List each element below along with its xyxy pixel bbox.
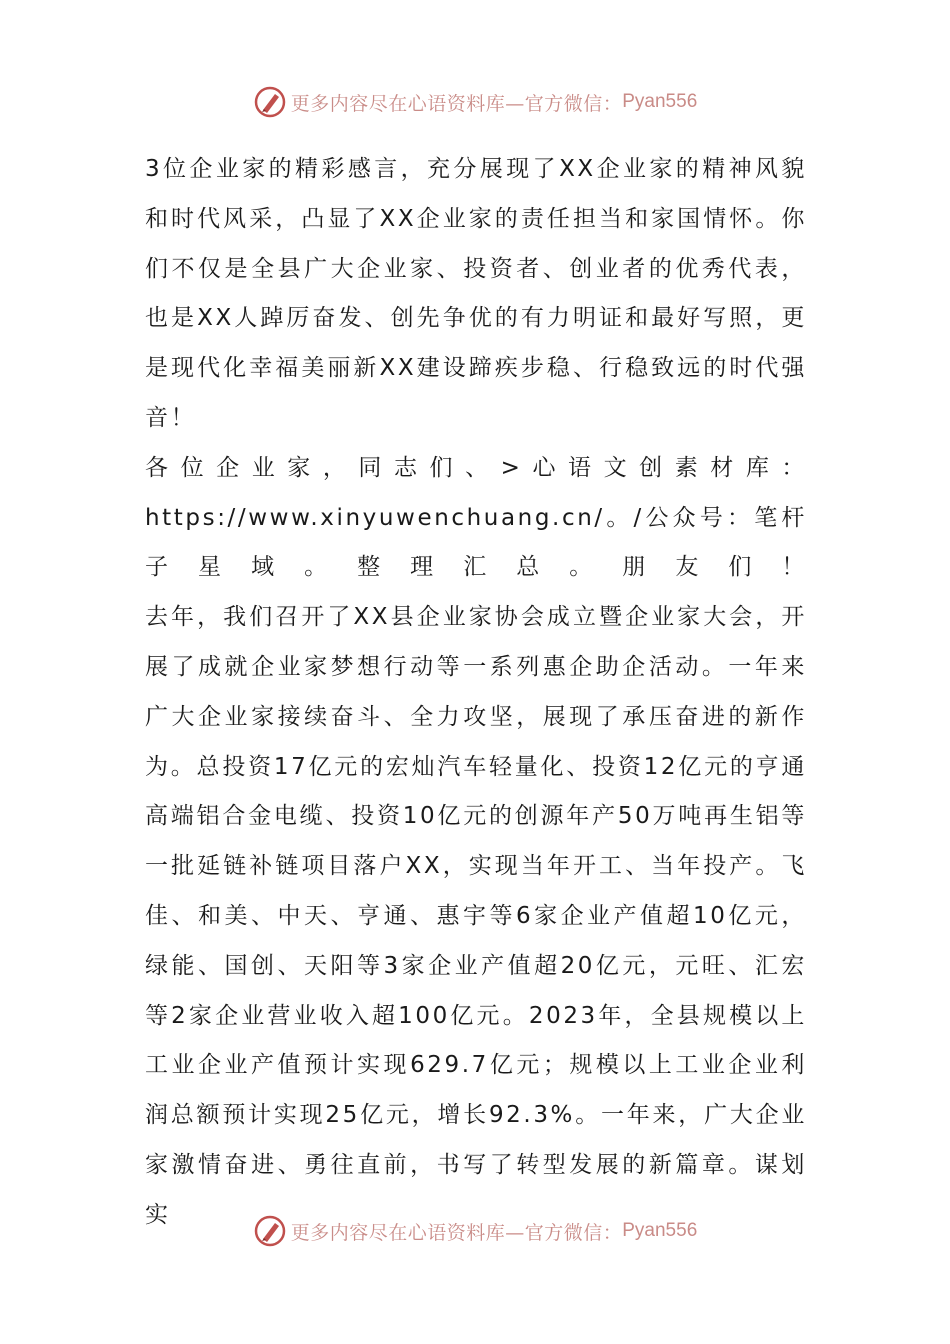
paragraph: 3位企业家的精彩感言，充分展现了XX企业家的精神风貌和时代风采，凸显了XX企业家的责任担当和家国情怀。你们不仅是全县广大企业家、投资者、创业者的优秀代表，也是XX人踔厉奋发、创先争优的有力明证和最好写照，更是现代化幸福美丽新XX建设蹄疾步稳、行稳致远的时代强音！	[145, 156, 807, 431]
banner-text: 更多内容尽在心语资料库—官方微信：	[290, 92, 623, 115]
pen-logo-icon	[253, 85, 287, 119]
banner-wechat-id: Pyan556	[622, 1220, 698, 1241]
footer-watermark-banner	[0, 1211, 950, 1251]
paragraph: 各位企业家，同志们、>心语文创素材库：https://www.xinyuwenchuang.cn/。/公众号：笔杆子星域。整理汇总。朋友们！	[145, 454, 807, 581]
header-watermark-banner	[0, 82, 950, 122]
paragraph: 去年，我们召开了XX县企业家协会成立暨企业家大会，开展了成就企业家梦想行动等一系列惠企助企活动。一年来广大企业家接续奋斗、全力攻坚，展现了承压奋进的新作为。总投资17亿元的宏灿汽车轻量化、投资12亿元的亨通高端铝合金电缆、投资10亿元的创源年产50万吨再生铝等一批延链补链项目落户XX，实现当年开工、当年投产。飞佳、和美、中天、亨通、惠宇等6家企业产值超10亿元，绿能、国创、天阳等3家企业产值超20亿元，元旺、汇宏等2家企业营业收入超100亿元。2023年，全县规模以上工业企业产值预计实现629.7亿元；规模以上工业企业利润总额预计实现25亿元，增长92.3%。一年来，广大企业家激情奋进、勇往直前，书写了转型发展的新篇章。谋划实	[145, 604, 807, 1228]
banner-text: 更多内容尽在心语资料库—官方微信：	[290, 1221, 623, 1244]
document-body	[145, 145, 807, 1241]
banner-wechat-id: Pyan556	[622, 91, 698, 112]
pen-logo-icon	[253, 1214, 287, 1248]
